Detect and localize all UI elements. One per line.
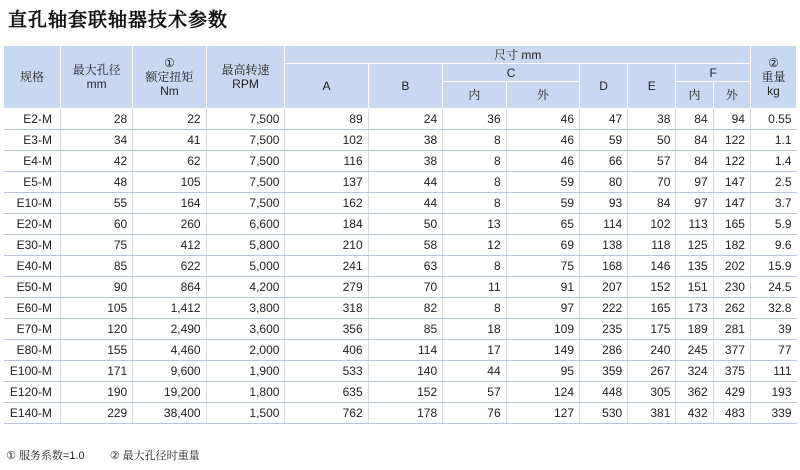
table-cell: E20-M (4, 214, 61, 235)
table-cell: 44 (368, 193, 442, 214)
table-cell: 146 (628, 256, 676, 277)
table-cell: 84 (676, 151, 713, 172)
table-cell: 137 (285, 172, 368, 193)
table-cell: 76 (443, 403, 507, 424)
table-cell: 97 (506, 298, 579, 319)
table-cell: 147 (713, 172, 750, 193)
table-cell: 864 (133, 277, 206, 298)
header-dim-f: F (676, 64, 751, 82)
table-cell: 5,000 (206, 256, 285, 277)
table-cell: 260 (133, 214, 206, 235)
table-cell: 4,460 (133, 340, 206, 361)
table-cell: 46 (506, 130, 579, 151)
table-cell: 622 (133, 256, 206, 277)
table-cell: 114 (580, 214, 628, 235)
table-cell: E120-M (4, 382, 61, 403)
table-cell: 24 (368, 109, 442, 130)
table-cell: 1,412 (133, 298, 206, 319)
table-cell: 377 (713, 340, 750, 361)
table-cell: 85 (368, 319, 442, 340)
header-rated-torque: ① 额定扭矩 Nm (133, 46, 206, 109)
table-cell: 184 (285, 214, 368, 235)
table-cell: 530 (580, 403, 628, 424)
header-weight: ② 重量 kg (750, 46, 796, 109)
table-cell: 5,800 (206, 235, 285, 256)
header-dim-b: B (368, 64, 442, 109)
table-cell: 91 (506, 277, 579, 298)
table-cell: 125 (676, 235, 713, 256)
header-dimensions: 尺寸 mm (285, 46, 751, 64)
table-cell: 147 (713, 193, 750, 214)
table-cell: E60-M (4, 298, 61, 319)
table-cell: E70-M (4, 319, 61, 340)
header-dim-f-inner: 内 (676, 82, 713, 109)
table-cell: E50-M (4, 277, 61, 298)
table-cell: 635 (285, 382, 368, 403)
table-cell: 62 (133, 151, 206, 172)
table-cell: 165 (713, 214, 750, 235)
table-cell: E140-M (4, 403, 61, 424)
table-row (4, 340, 797, 361)
table-cell: 102 (285, 130, 368, 151)
table-cell: 202 (713, 256, 750, 277)
table-cell: 77 (750, 340, 796, 361)
table-cell: 230 (713, 277, 750, 298)
table-cell: 41 (133, 130, 206, 151)
table-cell: 84 (676, 130, 713, 151)
table-cell: 305 (628, 382, 676, 403)
table-cell: 50 (368, 214, 442, 235)
table-cell: 7,500 (206, 193, 285, 214)
table-cell: 48 (60, 172, 132, 193)
table-cell: 4,200 (206, 277, 285, 298)
table-cell: 75 (506, 256, 579, 277)
table-cell: 168 (580, 256, 628, 277)
table-cell: 50 (628, 130, 676, 151)
table-cell: 46 (506, 151, 579, 172)
table-cell: 262 (713, 298, 750, 319)
footnotes (6, 447, 222, 463)
table-cell: 84 (628, 193, 676, 214)
table-cell: 47 (580, 109, 628, 130)
table-cell: 5.9 (750, 214, 796, 235)
table-cell: 8 (443, 130, 507, 151)
table-cell: 362 (676, 382, 713, 403)
table-cell: 381 (628, 403, 676, 424)
table-cell: 173 (676, 298, 713, 319)
table-cell: 8 (443, 193, 507, 214)
table-cell: 178 (368, 403, 442, 424)
table-cell: 429 (713, 382, 750, 403)
table-cell: 222 (580, 298, 628, 319)
table-cell: E4-M (4, 151, 61, 172)
table-cell: 149 (506, 340, 579, 361)
table-cell: 111 (750, 361, 796, 382)
header-model: 规格 (4, 46, 61, 109)
table-cell: 235 (580, 319, 628, 340)
table-cell: 102 (628, 214, 676, 235)
table-cell: 7,500 (206, 130, 285, 151)
table-cell: 193 (750, 382, 796, 403)
table-cell: E80-M (4, 340, 61, 361)
table-cell: 90 (60, 277, 132, 298)
table-cell: 1.1 (750, 130, 796, 151)
table-cell: 124 (506, 382, 579, 403)
table-cell: 241 (285, 256, 368, 277)
table-cell: 1.4 (750, 151, 796, 172)
table-cell: 286 (580, 340, 628, 361)
table-cell: 412 (133, 235, 206, 256)
table-cell: 69 (506, 235, 579, 256)
table-cell: 120 (60, 319, 132, 340)
table-cell: 135 (676, 256, 713, 277)
table-cell: 38,400 (133, 403, 206, 424)
table-cell: 3,800 (206, 298, 285, 319)
table-cell: 6,600 (206, 214, 285, 235)
table-cell: 762 (285, 403, 368, 424)
table-cell: 240 (628, 340, 676, 361)
header-dim-c-inner: 内 (443, 82, 507, 109)
table-cell: 94 (713, 109, 750, 130)
table-cell: E40-M (4, 256, 61, 277)
table-row (4, 319, 797, 340)
table-row (4, 256, 797, 277)
table-cell: 65 (506, 214, 579, 235)
table-cell: 279 (285, 277, 368, 298)
table-cell: 9,600 (133, 361, 206, 382)
table-cell: 8 (443, 256, 507, 277)
table-cell: 533 (285, 361, 368, 382)
table-cell: 190 (60, 382, 132, 403)
header-dim-c-outer: 外 (506, 82, 579, 109)
table-cell: 70 (628, 172, 676, 193)
table-cell: 171 (60, 361, 132, 382)
table-cell: 339 (750, 403, 796, 424)
table-cell: 318 (285, 298, 368, 319)
table-cell: 1,800 (206, 382, 285, 403)
table-cell: 152 (628, 277, 676, 298)
table-cell: 105 (133, 172, 206, 193)
table-cell: 7,500 (206, 151, 285, 172)
table-cell: 36 (443, 109, 507, 130)
table-cell: 356 (285, 319, 368, 340)
table-cell: 118 (628, 235, 676, 256)
table-cell: 122 (713, 151, 750, 172)
table-cell: 11 (443, 277, 507, 298)
spec-table (3, 45, 797, 424)
table-cell: 406 (285, 340, 368, 361)
table-cell: 182 (713, 235, 750, 256)
table-cell: 93 (580, 193, 628, 214)
table-cell: 324 (676, 361, 713, 382)
table-cell: 89 (285, 109, 368, 130)
table-cell: 151 (676, 277, 713, 298)
table-row (4, 172, 797, 193)
table-cell: 8 (443, 298, 507, 319)
header-dim-d: D (580, 64, 628, 109)
table-cell: 448 (580, 382, 628, 403)
table-row (4, 235, 797, 256)
table-cell: E100-M (4, 361, 61, 382)
table-cell: 0.55 (750, 109, 796, 130)
table-cell: 175 (628, 319, 676, 340)
table-row (4, 403, 797, 424)
table-cell: 359 (580, 361, 628, 382)
table-cell: 432 (676, 403, 713, 424)
table-cell: 207 (580, 277, 628, 298)
table-cell: 113 (676, 214, 713, 235)
header-dim-a: A (285, 64, 368, 109)
header-max-speed: 最高转速 RPM (206, 46, 285, 109)
footnote-weight: ② 最大孔径时重量 (109, 450, 200, 462)
table-cell: 38 (628, 109, 676, 130)
table-cell: 60 (60, 214, 132, 235)
table-cell: E2-M (4, 109, 61, 130)
table-cell: 229 (60, 403, 132, 424)
table-cell: 1,900 (206, 361, 285, 382)
table-row (4, 109, 797, 130)
table-cell: 189 (676, 319, 713, 340)
table-cell: 9.6 (750, 235, 796, 256)
table-cell: 32.8 (750, 298, 796, 319)
table-cell: 114 (368, 340, 442, 361)
header-dim-e: E (628, 64, 676, 109)
table-cell: 85 (60, 256, 132, 277)
table-cell: 8 (443, 172, 507, 193)
table-cell: 18 (443, 319, 507, 340)
table-row (4, 130, 797, 151)
table-cell: 22 (133, 109, 206, 130)
table-cell: 3.7 (750, 193, 796, 214)
table-cell: 59 (506, 193, 579, 214)
table-cell: 55 (60, 193, 132, 214)
table-cell: 19,200 (133, 382, 206, 403)
table-cell: 127 (506, 403, 579, 424)
table-cell: E30-M (4, 235, 61, 256)
header-max-bore: 最大孔径 mm (60, 46, 132, 109)
table-cell: 97 (676, 193, 713, 214)
table-cell: 39 (750, 319, 796, 340)
table-row (4, 361, 797, 382)
table-cell: 2,490 (133, 319, 206, 340)
table-cell: 17 (443, 340, 507, 361)
table-cell: 267 (628, 361, 676, 382)
table-cell: E10-M (4, 193, 61, 214)
table-cell: 164 (133, 193, 206, 214)
table-cell: 152 (368, 382, 442, 403)
table-cell: 122 (713, 130, 750, 151)
table-row (4, 214, 797, 235)
table-cell: 138 (580, 235, 628, 256)
table-cell: 15.9 (750, 256, 796, 277)
table-row (4, 151, 797, 172)
table-cell: 44 (368, 172, 442, 193)
table-cell: 3,600 (206, 319, 285, 340)
table-cell: 155 (60, 340, 132, 361)
table-cell: 57 (628, 151, 676, 172)
table-row (4, 277, 797, 298)
spec-table-body (4, 109, 797, 424)
table-row (4, 193, 797, 214)
table-cell: 13 (443, 214, 507, 235)
table-cell: 12 (443, 235, 507, 256)
table-cell: 75 (60, 235, 132, 256)
table-cell: 109 (506, 319, 579, 340)
table-cell: 46 (506, 109, 579, 130)
table-cell: 66 (580, 151, 628, 172)
table-cell: 2,000 (206, 340, 285, 361)
table-row (4, 382, 797, 403)
table-cell: 59 (580, 130, 628, 151)
table-cell: 483 (713, 403, 750, 424)
table-cell: 58 (368, 235, 442, 256)
header-dim-c: C (443, 64, 580, 82)
table-cell: 42 (60, 151, 132, 172)
table-cell: 80 (580, 172, 628, 193)
table-cell: 95 (506, 361, 579, 382)
table-cell: 281 (713, 319, 750, 340)
table-cell: 165 (628, 298, 676, 319)
table-cell: 57 (443, 382, 507, 403)
footnote-service-factor: ① 服务系数=1.0 (6, 450, 85, 462)
table-cell: 34 (60, 130, 132, 151)
header-dim-f-outer: 外 (713, 82, 750, 109)
table-cell: 7,500 (206, 172, 285, 193)
table-row (4, 298, 797, 319)
page-title: 直孔轴套联轴器技术参数 (8, 9, 229, 31)
table-cell: E5-M (4, 172, 61, 193)
table-cell: 1,500 (206, 403, 285, 424)
table-cell: 97 (676, 172, 713, 193)
table-cell: 140 (368, 361, 442, 382)
table-cell: 28 (60, 109, 132, 130)
table-cell: 84 (676, 109, 713, 130)
table-cell: 105 (60, 298, 132, 319)
table-cell: 24.5 (750, 277, 796, 298)
table-cell: 375 (713, 361, 750, 382)
table-cell: 70 (368, 277, 442, 298)
table-cell: 116 (285, 151, 368, 172)
table-cell: 162 (285, 193, 368, 214)
table-cell: 7,500 (206, 109, 285, 130)
table-cell: 38 (368, 151, 442, 172)
table-cell: 210 (285, 235, 368, 256)
table-cell: 2.5 (750, 172, 796, 193)
table-cell: 8 (443, 151, 507, 172)
table-cell: 38 (368, 130, 442, 151)
table-cell: E3-M (4, 130, 61, 151)
table-cell: 59 (506, 172, 579, 193)
table-cell: 82 (368, 298, 442, 319)
table-cell: 44 (443, 361, 507, 382)
table-cell: 63 (368, 256, 442, 277)
table-cell: 245 (676, 340, 713, 361)
